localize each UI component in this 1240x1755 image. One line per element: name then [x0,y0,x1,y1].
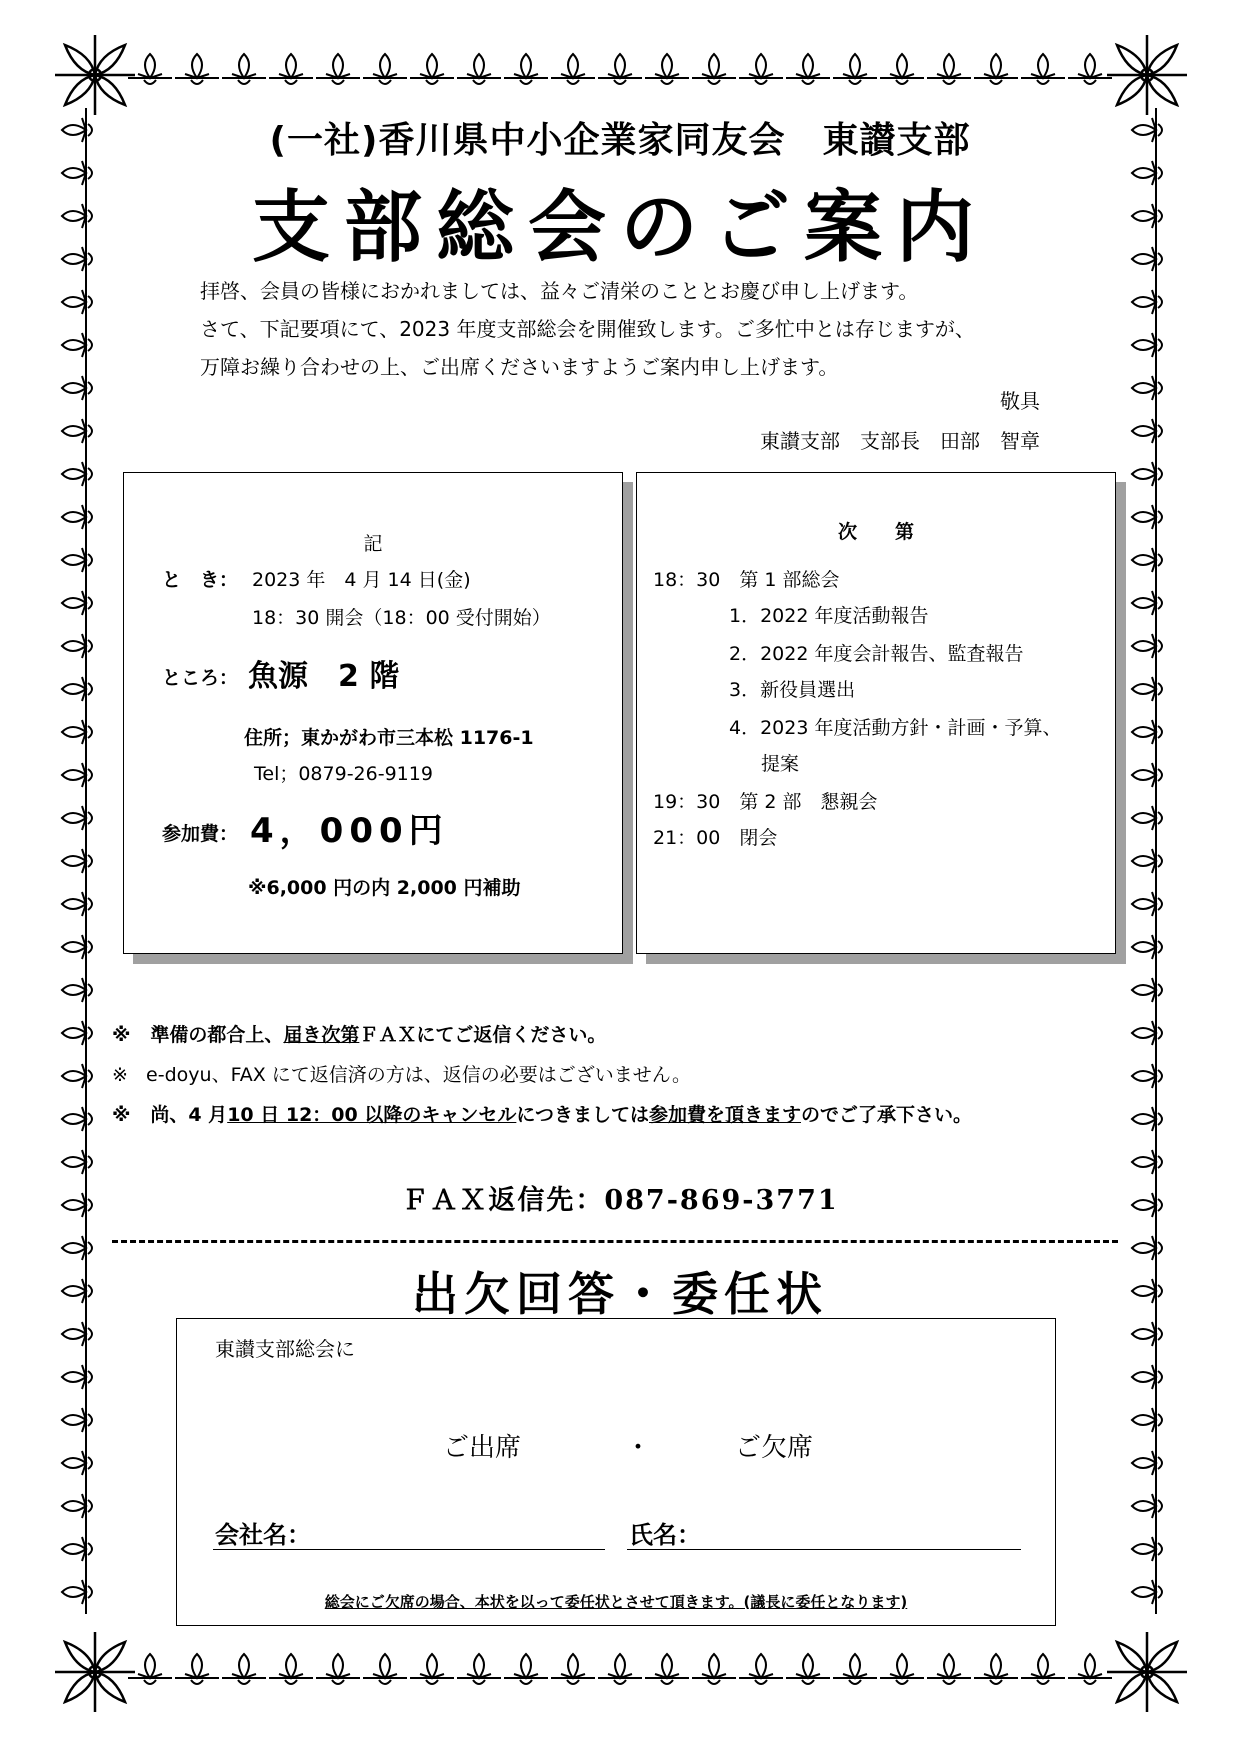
border-motif [1132,409,1162,453]
border-motif [62,1355,92,1399]
details-heading: 記 [363,533,383,555]
border-motif [175,1654,219,1684]
agenda-item: 1．2022 年度活動報告 [729,605,929,627]
border-motif [363,1654,407,1684]
border-motif [1132,925,1162,969]
note-reply-by-fax: ※ 準備の都合上、届き次第ＦＡＸにてご返信ください。 [112,1024,607,1046]
border-motif [1021,1654,1065,1684]
border-motif [222,54,266,84]
border-motif [62,1484,92,1528]
border-motif [1132,1355,1162,1399]
border-motif [62,796,92,840]
border-motif [128,1654,172,1684]
border-motif [1132,1011,1162,1055]
note-mark: ※ [112,1104,131,1126]
border-motif [927,1654,971,1684]
border-motif [551,54,595,84]
border-motif [269,54,313,84]
reply-form-title: 出欠回答・委任状 [412,1267,828,1321]
border-motif [1132,710,1162,754]
border-motif [833,54,877,84]
reply-addressee: 東讃支部総会に [215,1337,355,1361]
border-motif [1132,280,1162,324]
border-motif [692,54,736,84]
border-motif [316,54,360,84]
border-motif [786,1654,830,1684]
border-motif [62,538,92,582]
intro-text [200,272,1080,386]
border-motif [62,1011,92,1055]
border-motif [1132,839,1162,883]
border-motif [62,1398,92,1442]
border-motif [551,1654,595,1684]
border-motif [974,1654,1018,1684]
border-motif [62,1527,92,1571]
border-motif [1068,54,1112,84]
border-motif [62,624,92,668]
venue-label: ところ： [162,667,239,689]
border-motif [62,366,92,410]
note-already-replied: ※ e-doyu、FAX にて返信済の方は、返信の必要はございません。 [112,1064,691,1086]
note-mark: ※ [112,1024,131,1046]
border-motif [504,54,548,84]
signer: 東讃支部 支部長 田部 智章 [760,429,1040,453]
border-motif [1132,1484,1162,1528]
border-motif [62,581,92,625]
name-field[interactable] [627,1549,1021,1550]
border-motif [880,54,924,84]
border-motif [1132,753,1162,797]
border-motif [1132,581,1162,625]
closing-word: 敬具 [1000,389,1040,413]
border-motif [62,710,92,754]
border-motif [410,54,454,84]
border-motif [504,1654,548,1684]
intro-line: さて、下記要項にて、2023 年度支部総会を開催致します。ご多忙中とは存じますが、 [200,317,975,341]
agenda-box [636,472,1116,954]
border-motif [62,409,92,453]
border-motif [880,1654,924,1684]
fee-value: 4，000円 [250,811,449,851]
border-motif [410,1654,454,1684]
border-motif [62,667,92,711]
border-motif [457,54,501,84]
company-label: 会社名： [215,1521,311,1549]
border-motif [833,1654,877,1684]
border-motif [222,1654,266,1684]
note-cancellation: ※ 尚、4 月10 日 12：00 以降のキャンセルにつきましては参加費を頂きますのでご了承下さい。 [112,1104,973,1126]
border-motif [1132,624,1162,668]
border-motif [1132,1097,1162,1141]
border-motif [62,882,92,926]
border-motif [1132,1527,1162,1571]
border-motif [1132,452,1162,496]
border-motif [974,54,1018,84]
border-motif [269,1654,313,1684]
event-details-box [123,472,623,954]
note-mark: ※ [112,1064,128,1086]
fee-label: 参加費： [162,823,239,845]
option-separator: ・ [625,1433,652,1463]
border-motif [62,1441,92,1485]
date-value: 2023 年 4 月 14 日(金) [252,569,471,591]
absent-option[interactable]: ご欠席 [735,1433,814,1463]
border-motif [1132,538,1162,582]
border-motif [1132,323,1162,367]
border-motif [786,54,830,84]
border-motif [1132,366,1162,410]
agenda-item: 21：00 閉会 [653,827,778,849]
fee-note: ※6,000 円の内 2,000 円補助 [248,877,521,899]
cut-line [112,1240,1118,1243]
intro-line: 拝啓、会員の皆様におかれましては、益々ご清栄のこととお慶び申し上げます。 [200,279,919,303]
attend-option[interactable]: ご出席 [443,1433,522,1463]
name-label: 氏名： [629,1521,701,1549]
border-motif [1132,968,1162,1012]
proxy-note: 総会にご欠席の場合、本状を以って委任状とさせて頂きます。(議長に委任となります) [324,1593,908,1611]
border-motif [62,495,92,539]
organization-name: (一社)香川県中小企業家同友会 東讃支部 [269,120,971,161]
intro-line: 万障お繰り合わせの上、ご出席くださいますようご案内申し上げます。 [200,355,839,379]
telephone: Tel；0879-26-9119 [254,763,433,785]
venue-value: 魚源 2 階 [248,659,400,694]
border-motif [598,1654,642,1684]
border-motif [62,753,92,797]
agenda-item: 提案 [761,753,800,775]
page-title: 支部総会のご案内 [251,182,988,273]
border-motif [1132,1441,1162,1485]
border-motif [457,1654,501,1684]
border-motif [1068,1654,1112,1684]
border-motif [62,1570,92,1614]
border-motif [62,323,92,367]
border-motif [1132,796,1162,840]
border-motif [1132,1570,1162,1614]
border-motif [645,54,689,84]
border-motif [598,54,642,84]
border-motif [1132,667,1162,711]
border-motif [62,280,92,324]
border-motif [62,925,92,969]
border-motif [692,1654,736,1684]
border-motif [175,54,219,84]
address: 住所；東かがわ市三本松 1176-1 [244,727,534,749]
agenda-heading: 次 第 [837,521,914,543]
border-motif [62,1054,92,1098]
border-motif [1132,495,1162,539]
border-motif [739,1654,783,1684]
border-motif [927,54,971,84]
reply-form [176,1318,1056,1626]
fax-number: ＦＡＸ返信先：087-869-3771 [401,1185,839,1216]
border-motif [1021,54,1065,84]
agenda-item: 3．新役員選出 [729,679,856,701]
agenda-item: 18：30 第 1 部総会 [653,569,840,591]
border-motif [128,54,172,84]
border-motif [645,1654,689,1684]
agenda-item: 2．2022 年度会計報告、監査報告 [729,643,1024,665]
border-motif [1132,882,1162,926]
border-motif [62,1097,92,1141]
border-motif [62,968,92,1012]
border-motif [1132,1054,1162,1098]
agenda-item: 19：30 第 2 部 懇親会 [653,791,878,813]
date-label: と き： [162,569,239,591]
border-motif [739,54,783,84]
border-motif [62,452,92,496]
border-motif [363,54,407,84]
company-field[interactable] [213,1549,605,1550]
border-motif [1132,1398,1162,1442]
border-motif [316,1654,360,1684]
border-motif [62,839,92,883]
time-value: 18：30 開会（18：00 受付開始） [252,607,551,629]
agenda-item: 4．2023 年度活動方針・計画・予算、 [729,717,1062,739]
